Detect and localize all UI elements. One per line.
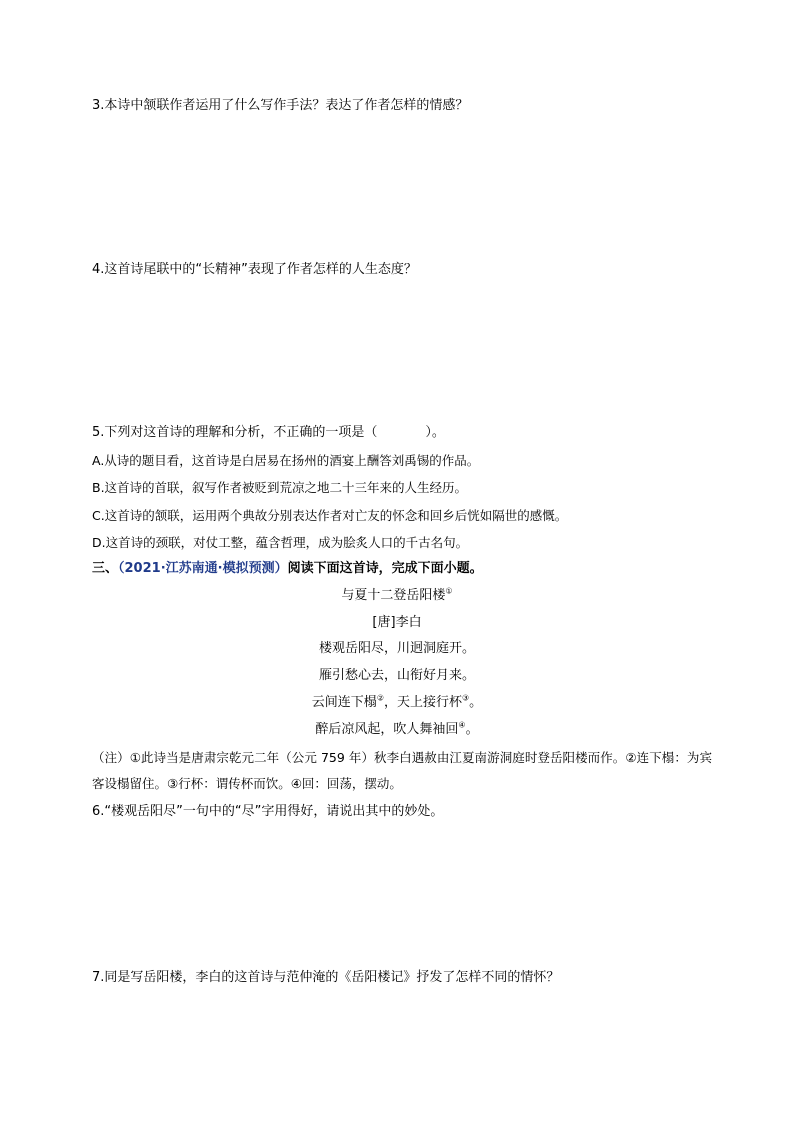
poem-line-4-part-a: 醉后凉风起，吹人舞袖回 <box>315 722 459 737</box>
footnote-marker: ③ <box>462 693 470 703</box>
question-3: 3.本诗中颔联作者运用了什么写作手法？表达了作者怎样的情感？ <box>92 98 469 113</box>
poem-author: [唐]李白 <box>372 615 422 630</box>
poem-title-text: 与夏十二登岳阳楼 <box>341 588 446 603</box>
poem-line-1: 楼观岳阳尽，川迥洞庭开。 <box>318 641 475 656</box>
question-5-stem-prefix: 5.下列对这首诗的理解和分析，不正确的一项是（ <box>92 425 378 440</box>
poem-line-4-part-c: 。 <box>465 722 479 737</box>
poem-title <box>0 587 794 605</box>
question-4: 4.这首诗尾联中的“长精神”表现了作者怎样的人生态度？ <box>92 262 417 277</box>
question-5-option-b: B.这首诗的首联，叙写作者被贬到荒凉之地二十三年来的人生经历。 <box>92 480 468 495</box>
footnote-marker: ② <box>376 693 384 703</box>
poem-line-3-part-a: 云间连下榻 <box>311 695 377 710</box>
question-7: 7.同是写岳阳楼，李白的这首诗与范仲淹的《岳阳楼记》抒发了怎样不同的情怀？ <box>92 970 560 985</box>
section-3-number: 三、 <box>92 561 119 576</box>
question-5-option-a: A.从诗的题目看，这首诗是白居易在扬州的酒宴上酬答刘禹锡的作品。 <box>92 453 480 468</box>
poem-line-3-part-b: ，天上接行杯 <box>383 695 462 710</box>
poem-line-2: 雁引愁心去，山衔好月来。 <box>318 668 475 683</box>
question-5-option-d: D.这首诗的颈联，对仗工整，蕴含哲理，成为脍炙人口的千古名句。 <box>92 535 469 550</box>
poem-line-3 <box>0 694 794 712</box>
footnote-marker: ① <box>445 586 453 596</box>
section-3-source: （2021·江苏南通·模拟预测） <box>118 561 288 576</box>
question-6: 6.“楼观岳阳尽”一句中的“尽”字用得好，请说出其中的妙处。 <box>92 804 444 819</box>
poem-line-4 <box>0 721 794 739</box>
section-3-heading <box>92 560 483 578</box>
footnote-marker: ④ <box>458 720 466 730</box>
poem-line-3-part-c: 。 <box>469 695 483 710</box>
poem-notes: （注）①此诗当是唐肃宗乾元二年（公元 759 年）秋李白遇赦由江夏南游洞庭时登岳阳楼而作。②连下榻：为宾客设榻留住。③行杯：谓传杯而饮。④回：回荡，摆动。 <box>92 750 712 791</box>
question-5-stem <box>92 424 445 442</box>
question-5-stem-suffix: ）。 <box>425 425 445 440</box>
section-3-instruction: 阅读下面这首诗，完成下面小题。 <box>287 561 483 576</box>
question-5-option-c: C.这首诗的颔联，运用两个典故分别表达作者对亡友的怀念和回乡后恍如隔世的感慨。 <box>92 508 568 523</box>
